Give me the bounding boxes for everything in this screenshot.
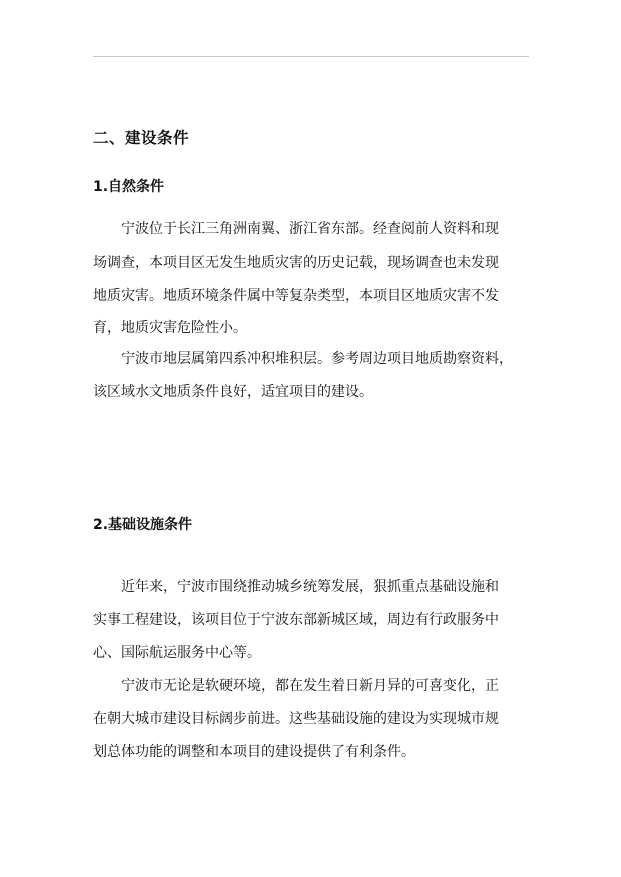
paragraph-line: 场调查，本项目区无发生地质灾害的历史记载，现场调查也未发现 (93, 255, 499, 271)
paragraph-line: 该区域水文地质条件良好，适宜项目的建设。 (93, 384, 373, 400)
paragraph-line: 宁波位于长江三角洲南翼、浙江省东部。经查阅前人资料和现 (121, 221, 499, 237)
paragraph-line: 近年来，宁波市围绕推动城乡统筹发展，狠抓重点基础设施和 (121, 579, 499, 595)
section-heading-natural-conditions: 1.自然条件 (93, 179, 165, 195)
paragraph-line: 宁波市无论是软硬环境，都在发生着日新月异的可喜变化，正 (121, 678, 499, 694)
paragraph-line: 育，地质灾害危险性小。 (93, 320, 247, 336)
paragraph-line: 在朝大城市建设目标阔步前进。这些基础设施的建设为实现城市规 (93, 711, 499, 727)
section-heading-infrastructure-conditions: 2.基础设施条件 (93, 517, 193, 533)
chapter-heading: 二、建设条件 (93, 129, 190, 147)
paragraph-line: 地质灾害。地质环境条件属中等复杂类型，本项目区地质灾害不发 (93, 288, 499, 304)
header-rule (93, 56, 529, 57)
paragraph-line: 实事工程建设，该项目位于宁波东部新城区域，周边有行政服务中 (93, 612, 499, 628)
paragraph-line: 划总体功能的调整和本项目的建设提供了有利条件。 (93, 744, 415, 760)
paragraph-line: 宁波市地层属第四系冲积堆积层。参考周边项目地质勘察资料， (121, 351, 513, 367)
paragraph-line: 心、国际航运服务中心等。 (93, 645, 261, 661)
